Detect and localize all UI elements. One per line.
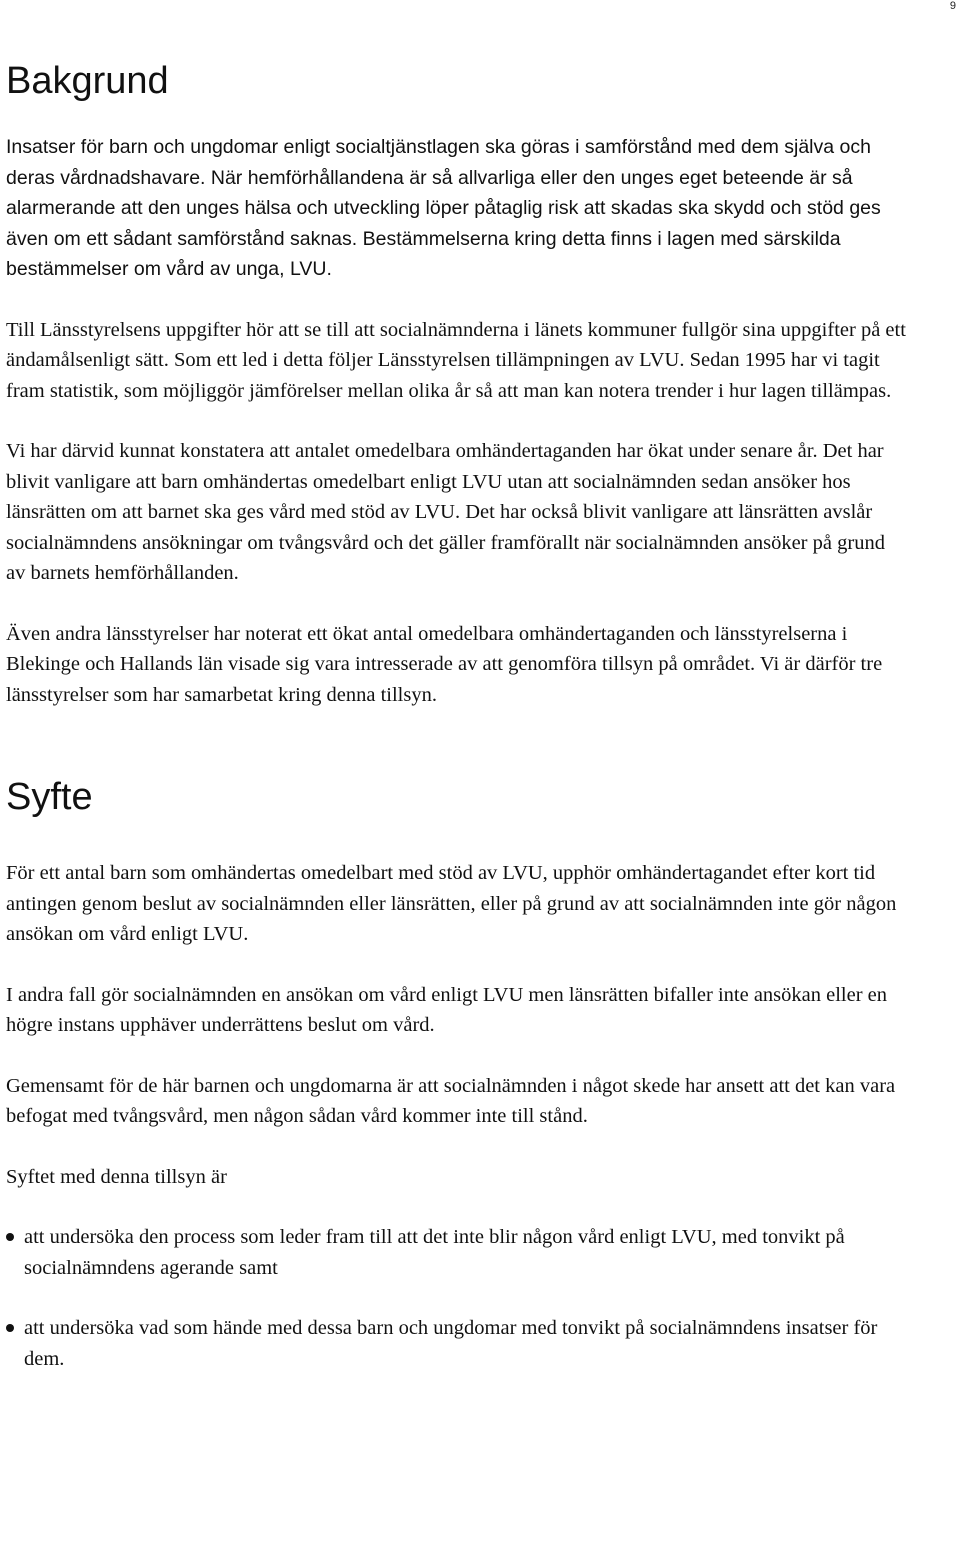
paragraph-bakgrund-1-text: Insatser för barn och ungdomar enligt socialtjänstlagen ska göras i samförstånd med dem själva och deras vårdnadshavare. När hemförhållandena är så allvarliga eller den unges eget beteende är så alarmerande att den unges hälsa och utveckling löper påtaglig risk att skadas ska skydd och stöd ges även om ett sådant samförstånd saknas. Bestämmelserna kring detta finns i lagen med särskilda bestämmelser om vård av unga, LVU. xyxy=(6,136,881,280)
paragraph-syfte-4: Syftet med denna tillsyn är xyxy=(6,1165,227,1188)
list-item-text: att undersöka den process som leder fram till att det inte blir någon vård enligt LVU, med tonvikt på socialnämndens agerande samt xyxy=(24,1226,845,1279)
list-item xyxy=(6,1313,906,1374)
heading-bakgrund: Bakgrund xyxy=(6,60,169,102)
paragraph-bakgrund-3: Vi har därvid kunnat konstatera att antalet omedelbara omhändertaganden har ökat under senare år. Det har blivit vanligare att barn omhändertas omedelbart enligt LVU utan att socialnämnden sedan ansöker hos länsrätten om att barnet ska ges vård med stöd av LVU. Det har också blivit vanligare att länsrätten avslår socialnämndens ansökningar om tvångsvård och det gäller framförallt när socialnämnden ansöker på grund av barnets hemförhållanden. xyxy=(6,440,885,584)
bullet-icon xyxy=(6,1324,14,1332)
document-body xyxy=(6,62,906,1404)
paragraph-syfte-1: För ett antal barn som omhändertas omedelbart med stöd av LVU, upphör omhändertagandet efter kort tid antingen genom beslut av socialnämnden eller länsrätten, eller på grund av att socialnämnden inte gör någon ansökan om vård enligt LVU. xyxy=(6,862,897,945)
paragraph-bakgrund-2: Till Länsstyrelsens uppgifter hör att se till att socialnämnderna i länets kommuner fullgör sina uppgifter på ett ändamålsenligt sätt. Som ett led i detta följer Länsstyrelsen tillämpningen av LVU. Sedan 1995 har vi tagit fram statistik, som möjliggör jämförelser mellan olika år så att man kan notera trender i hur lagen tillämpas. xyxy=(6,318,906,402)
list-item-text: att undersöka vad som hände med dessa barn och ungdomar med tonvikt på socialnämndens insatser för dem. xyxy=(24,1317,878,1370)
heading-syfte: Syfte xyxy=(6,776,93,818)
paragraph-bakgrund-4: Även andra länsstyrelser har noterat ett ökat antal omedelbara omhändertaganden och länsstyrelserna i Blekinge och Hallands län visade sig vara intresserade av att genomföra tillsyn på området. Vi är därför tre länsstyrelser som har samarbetat kring denna tillsyn. xyxy=(6,622,883,706)
aims-list xyxy=(6,1222,906,1374)
paragraph-syfte-2: I andra fall gör socialnämnden en ansökan om vård enligt LVU men länsrätten bifaller inte ansökan eller en högre instans upphäver underrättens beslut om vård. xyxy=(6,983,888,1036)
list-item xyxy=(6,1222,906,1283)
paragraph-bakgrund-1 xyxy=(6,132,906,285)
page-number: 9 xyxy=(949,0,956,12)
paragraph-syfte-3: Gemensamt för de här barnen och ungdomarna är att socialnämnden i något skede har ansett att det kan vara befogat med tvångsvård, men någon sådan vård kommer inte till stånd. xyxy=(6,1074,896,1127)
bullet-icon xyxy=(6,1233,14,1241)
